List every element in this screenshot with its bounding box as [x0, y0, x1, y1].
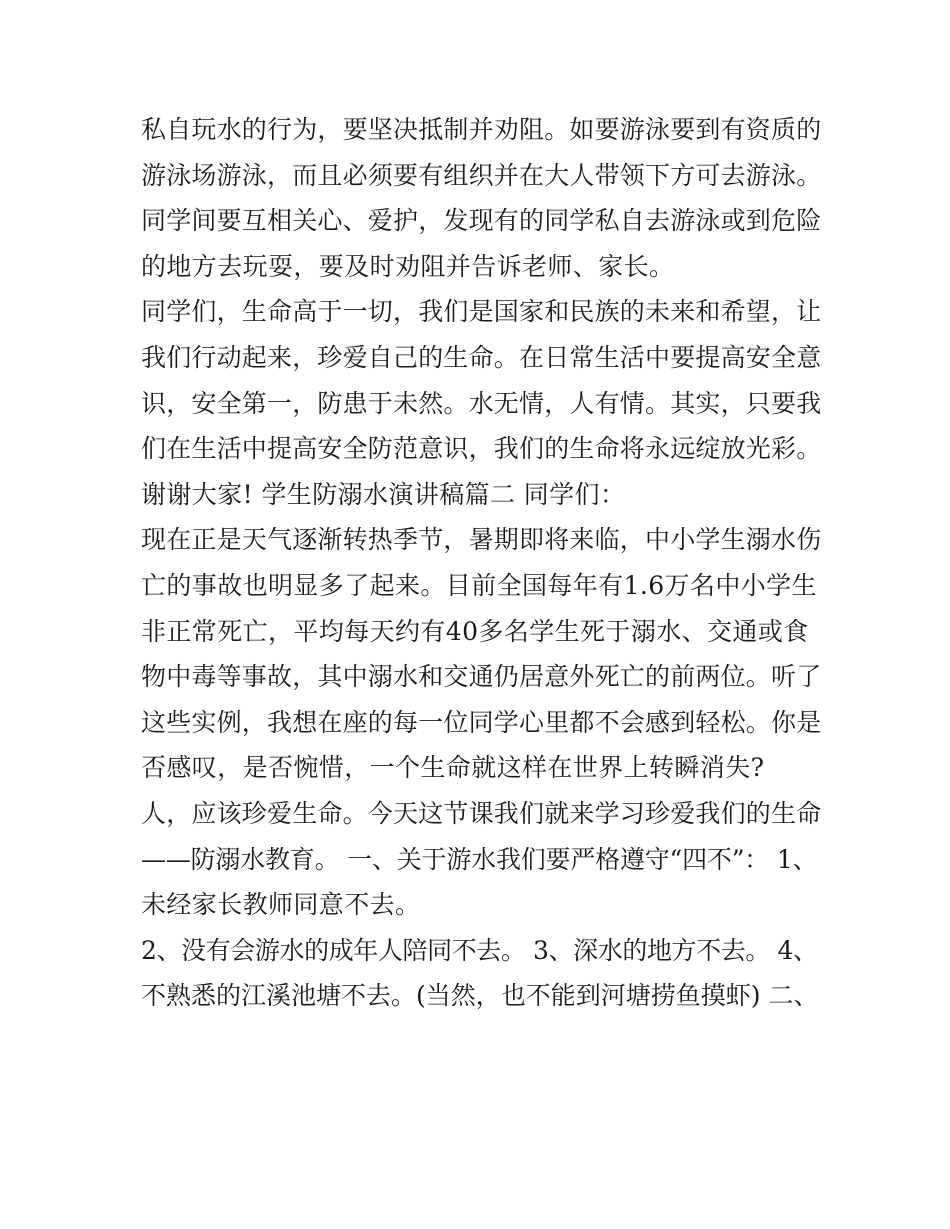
text-line: 物中毒等事故，其中溺水和交通仍居意外死亡的前两位。听了 — [141, 662, 822, 692]
text-line: 谢谢大家! 学生防溺水演讲稿篇二 同学们： — [141, 479, 626, 509]
text-line: 人，应该珍爱生命。今天这节课我们就来学习珍爱我们的生命 — [141, 798, 822, 828]
text-line: 否感叹，是否惋惜，一个生命就这样在世界上转瞬消失? — [141, 753, 765, 783]
text-line: 未经家长教师同意不去。 — [141, 890, 421, 920]
text-line: 识，安全第一，防患于未然。水无情，人有情。其实，只要我 — [141, 388, 822, 418]
text-line: 的地方去玩耍，要及时劝阻并告诉老师、家长。 — [141, 251, 675, 281]
body-text — [141, 107, 821, 1019]
text-line: 非正常死亡，平均每天约有40多名学生死于溺水、交通或食 — [141, 616, 809, 646]
text-line: ——防溺水教育。 一、关于游水我们要严格遵守“四不”： 1、 — [141, 844, 818, 874]
text-line: 们在生活中提高安全防范意识，我们的生命将永远绽放光彩。 — [141, 434, 822, 464]
text-line: 同学们，生命高于一切，我们是国家和民族的未来和希望，让 — [141, 297, 822, 327]
text-line: 亡的事故也明显多了起来。目前全国每年有1.6万名中小学生 — [141, 570, 817, 600]
text-line: 同学间要互相关心、爱护，发现有的同学私自去游泳或到危险 — [141, 206, 822, 236]
text-line: 这些实例，我想在座的每一位同学心里都不会感到轻松。你是 — [141, 707, 822, 737]
text-line: 现在正是天气逐渐转热季节，暑期即将来临，中小学生溺水伤 — [141, 525, 822, 555]
text-line: 2、没有会游水的成年人陪同不去。 3、深水的地方不去。 4、 — [141, 935, 818, 965]
text-line: 我们行动起来，珍爱自己的生命。在日常生活中要提高安全意 — [141, 342, 822, 372]
text-line: 私自玩水的行为，要坚决抵制并劝阻。如要游泳要到有资质的 — [141, 115, 822, 144]
text-line: 游泳场游泳，而且必须要有组织并在大人带领下方可去游泳。 — [141, 160, 822, 190]
text-line: 不熟悉的江溪池塘不去。(当然，也不能到河塘捞鱼摸虾) 二、 — [141, 981, 819, 1011]
